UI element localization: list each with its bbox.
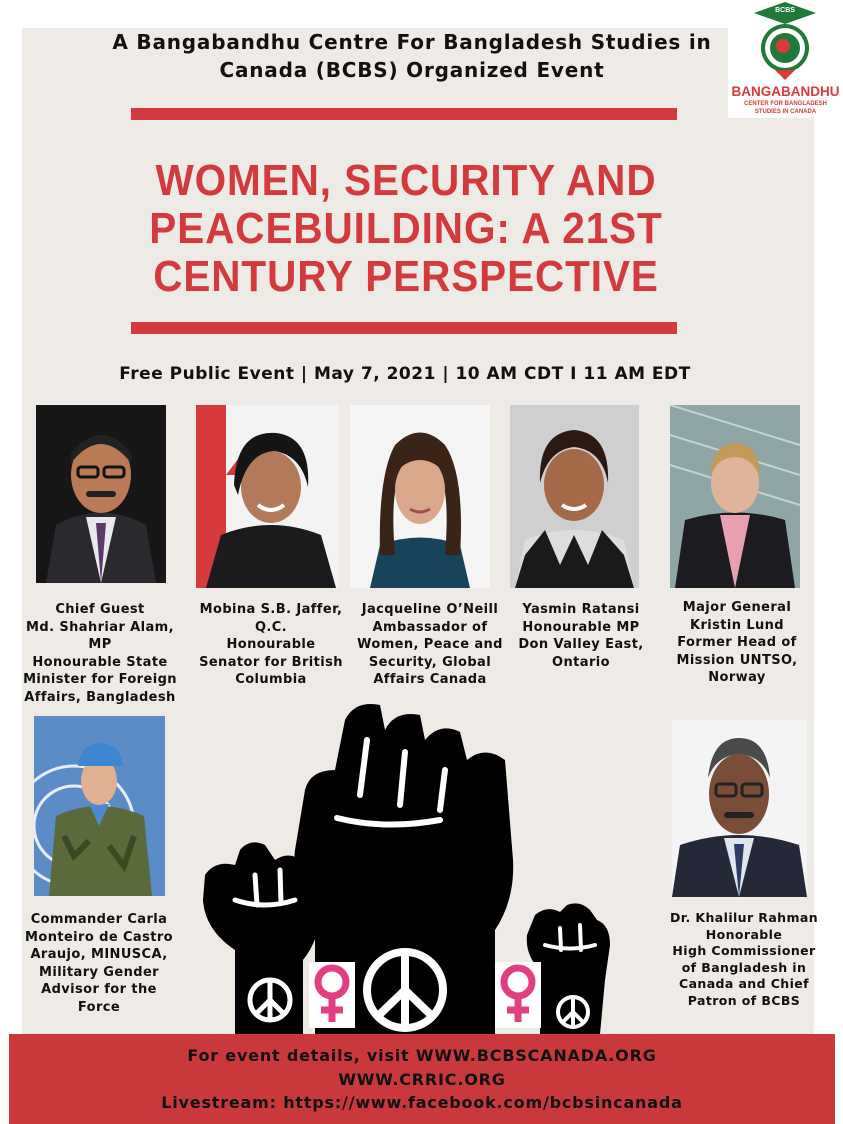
bcbs-logo <box>728 0 843 118</box>
speaker-caption-5: Major General Kristin Lund Former Head of Mission UNTSO, Norway <box>676 600 798 686</box>
left-fist-icon <box>203 842 320 1034</box>
logo-subtitle: CENTER FOR BANGLADESH STUDIES IN CANADA <box>743 101 827 115</box>
speaker-photo-shahriar-alam <box>36 405 166 583</box>
bottom-divider <box>131 322 677 334</box>
title-line-2: PEACEBUILDING: A 21ST <box>149 204 663 253</box>
title-line-1: WOMEN, SECURITY AND <box>155 156 657 205</box>
organizer-line-1: A Bangabandhu Centre For Bangladesh Studies in <box>112 30 712 54</box>
event-details: Free Public Event | May 7, 2021 | 10 AM CDT I 11 AM EDT <box>119 364 691 384</box>
footer-event-details: For event details, visit WWW.BCBSCANADA.ORG <box>187 1046 657 1065</box>
speaker-caption-4: Yasmin Ratansi Honourable MP Don Valley East, Ontario <box>518 602 644 670</box>
speaker-caption-3: Jacqueline O’Neill Ambassador of Women, Peace and Security, Global Affairs Canada <box>357 602 503 688</box>
speaker-photo-khalilur-rahman <box>672 720 807 897</box>
graduation-cap-emblem-icon <box>728 0 843 84</box>
svg-text:BCBS: BCBS <box>775 7 795 14</box>
footer-crric-link: WWW.CRRIC.ORG <box>338 1070 506 1089</box>
raised-fists-illustration <box>195 700 615 1034</box>
speaker-caption-7: Dr. Khalilur Rahman Honorable High Commissioner of Bangladesh in Canada and Chief Patron of BCBS <box>669 910 819 1008</box>
speaker-caption-2: Mobina S.B. Jaffer, Q.C. Honourable Senator for British Columbia <box>199 602 343 688</box>
speaker-photo-yasmin-ratansi <box>510 405 639 588</box>
organizer-line-2: Canada (BCBS) Organized Event <box>219 58 605 82</box>
speaker-photo-kristin-lund <box>670 405 800 588</box>
venus-symbol-right-icon <box>495 962 541 1028</box>
speaker-photo-carla-araujo <box>34 716 165 896</box>
footer-livestream: Livestream: https://www.facebook.com/bcbsincanada <box>161 1093 683 1112</box>
speaker-caption-6: Commander Carla Monteiro de Castro Araujo, MINUSCA, Military Gender Advisor for the Force <box>25 912 173 1015</box>
footer-banner <box>9 1034 835 1124</box>
title-line-3: CENTURY PERSPECTIVE <box>153 252 659 301</box>
venus-symbol-left-icon <box>309 962 355 1028</box>
speaker-photo-mobina-jaffer <box>196 405 338 588</box>
logo-name: BANGABANDHU <box>731 84 840 99</box>
speaker-photo-jacqueline-oneill <box>350 405 490 588</box>
top-divider <box>131 108 677 120</box>
speaker-caption-1: Chief Guest Md. Shahriar Alam, MP Honourable State Minister for Foreign Affairs, Bangladesh <box>23 602 177 705</box>
